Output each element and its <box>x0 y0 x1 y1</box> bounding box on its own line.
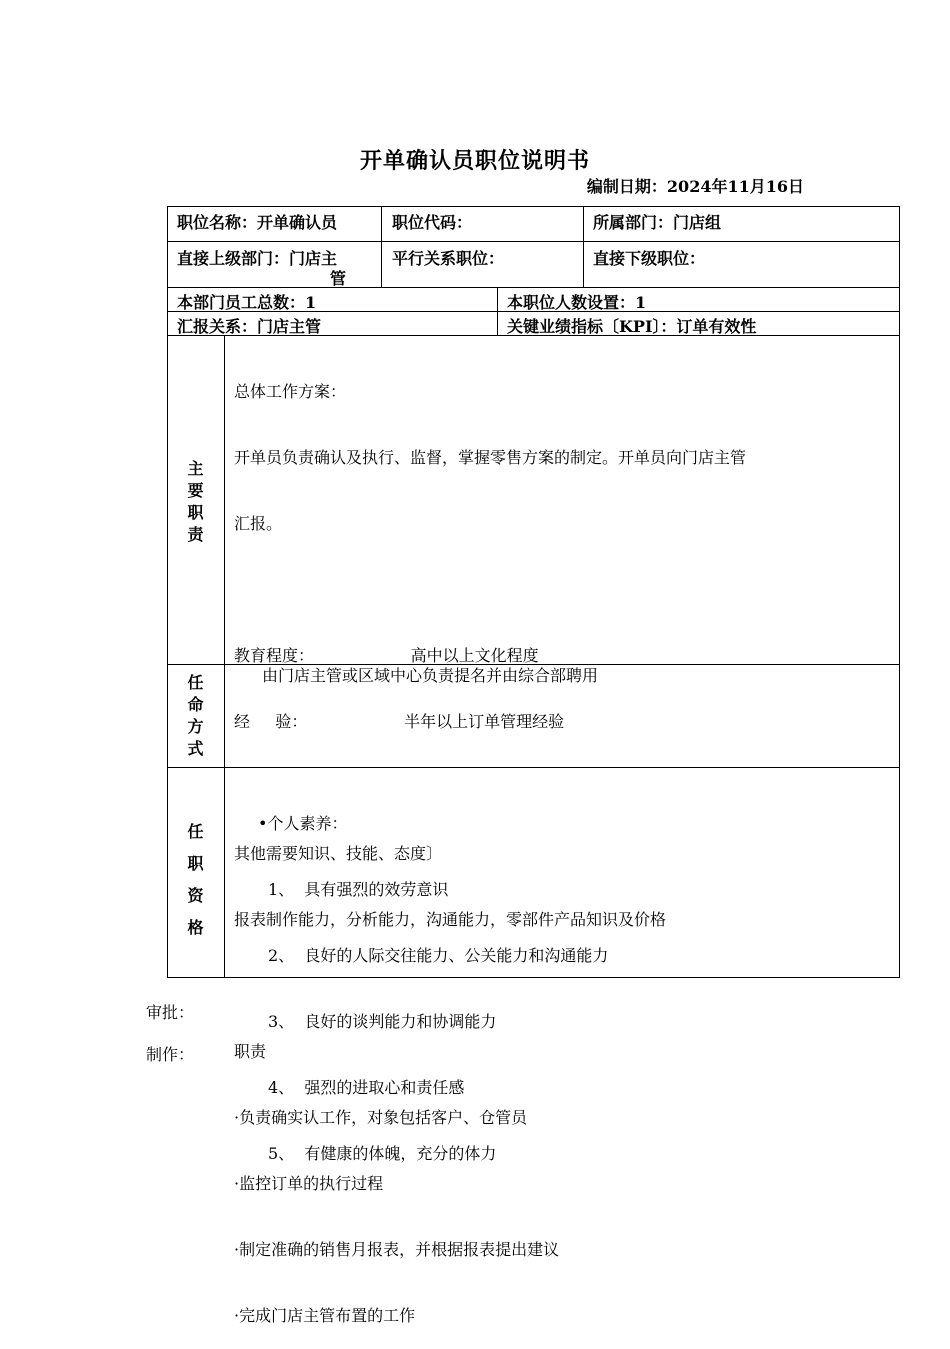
reporting-relationship: 汇报关系：门店主管 <box>177 317 322 336</box>
kpi: 关键业绩指标〔KPI〕：订单有效性 <box>507 317 757 336</box>
superior-department-cont: 管 <box>330 269 347 288</box>
duties-label: 主 要 职 责 <box>187 459 204 544</box>
parallel-position: 平行关系职位： <box>392 249 505 268</box>
qualifications-label: 任 职 资 格 <box>187 822 204 937</box>
qualifications-content: •个人素养： 1、 具有强烈的效劳意识 2、 良好的人际交往能力、公关能力和沟通能力 3、 良好的谈判能力和协调能力 4、 强烈的进取心和责任感 5、 有健康的体魄，充分的体力 <box>258 814 609 1163</box>
position-name: 职位名称：开单确认员 <box>177 213 338 232</box>
appointment-label: 任 命 方 式 <box>187 673 204 758</box>
compile-date: 编制日期：2024年11月16日 <box>586 177 804 196</box>
position-code: 职位代码： <box>392 213 473 232</box>
document-title: 开单确认员职位说明书 <box>359 148 590 174</box>
appointment-method: 由门店主管或区域中心负责提名并由综合部聘用 <box>262 666 599 685</box>
department-total-staff: 本部门员工总数：1 <box>177 293 317 312</box>
position-headcount: 本职位人数设置：1 <box>507 293 647 312</box>
duties-content: 总体工作方案： 开单员负责确认及执行、监督，掌握零售方案的制定。开单员向门店主管 汇报。 教育程度： 高中以上文化程度 经 验： 半年以上订单管理经验 其他需要知识、技能、态度〕 报表制作能力，分析能力，沟通能力，零部件产品知识及价格 职责 ·负责确实认工作，对象包括客户、仓管员 ·监控订单的执行过程 ·制定准确的销售月报表，并根据报表提出建议 ·完成门店主管布置的工作 <box>234 382 747 1325</box>
approval-label: 审批： <box>146 1003 195 1022</box>
department: 所属部门：门店组 <box>593 213 722 232</box>
subordinate-position: 直接下级职位： <box>593 249 706 268</box>
producer-label: 制作： <box>146 1045 195 1064</box>
superior-department: 直接上级部门：门店主 <box>177 249 338 268</box>
